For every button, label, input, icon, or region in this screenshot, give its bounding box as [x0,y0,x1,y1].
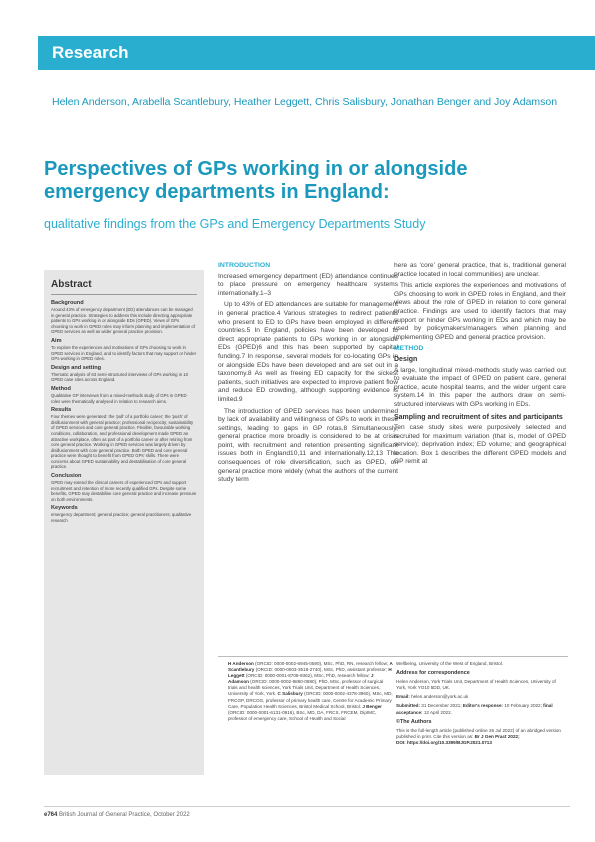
correspondence-heading: Address for correspondence [396,670,470,677]
affiliation-name: C Salisbury [277,691,303,697]
submitted-date: 31 December 2021; [420,703,463,709]
abstract-results: Four themes were generated: the 'pull' of a portfolio career; the 'push' of disillusionment with general practice; professional reciprocity; sustainability of GPED services and core general practice. Flexible, favourable working conditions, collaboration, and professional development made GPED an attractive workplace, often as part of a portfolio career or after retiring from core general practice. Working in GPED services was largely driven by disillusionment with core general practice. Both GPED and core general practice were thought to benefit from GPED GPs' skills. There were concerns about GPED sustainability and destabilisation of core general practice. [51,414,194,470]
acceptance-date: 12 April 2022. [422,709,452,715]
body-paragraph: A large, longitudinal mixed-methods study was carried out to evaluate the impact of GPED on patient care, general practice, acute hospital teams, and the wider urgent care system.14 In this paper the authors draw on semi-structured interviews with GPs working in EDs. [394,366,566,408]
affiliation-name: J Benger [362,703,382,709]
affiliations-divider [218,656,568,657]
journal-name: British Journal of General Practice, October 2022 [59,812,190,818]
affiliation-name: H Anderson [228,661,254,666]
submitted-label: Submitted: [396,703,420,709]
abstract-background: Around 43% of emergency department (ED) attendances can be managed in general practice. Strategies to address this include directing appropriate patients to GPs working in or alongside EDs (GPED). Views of GPs choosing to work in GPED roles may inform planning and implementation of GPED services as well as wider general practice provision. [51,307,196,335]
author-list: Helen Anderson, Arabella Scantlebury, Heather Leggett, Chris Salisbury, Jonathan Benger and Joy Adamson [52,96,558,108]
article-title: Perspectives of GPs working in or alongside emergency departments in England: [44,158,468,203]
abstract-design: Thematic analysis of 63 semi-structured interviews of GPs working in 10 GPED case sites across England. [51,371,189,383]
correspondence-block [396,661,566,749]
body-paragraph: The introduction of GPED services has been undermined by lack of availability and willingness of GPs to work in these settings, leading to gaps in GP rotas.8 Simultaneously, general practice more broadly is considered to be at crisis point, with recruitment and retention presenting significant issues both in England10,11 and internationally.12,13 The consequences of role diversification, such as GPED, on general practice more widely (what the authors of the current study term [218,407,398,484]
abstract-conclusion-heading: Conclusion [51,473,82,480]
affiliation-details: (ORCID: 0000-0003-3518-2740), MSc, PhD, assistant professor; [254,667,389,673]
doi-link[interactable]: DOI: https://doi.org/10.3399/BJGP.2021.0713 [396,739,492,745]
affiliation-details: (ORCID: 0000-0002-4378-3960), MSc, MD, FRCGP, DRCOG, professor of primary health care, Centre for Academic Primary Care, Population Health Sciences, Bristol Medical School, Bristol. [228,691,393,709]
body-paragraph: Ten case study sites were purposively selected and recruited for maximum variation (that is, model of GPED service); deprivation index; ED volume; and geographical location. Box 1 describes the different GPED models and GP remit at [394,424,566,466]
section-banner [38,36,595,70]
abstract-heading: Abstract [51,279,197,295]
author-affiliations [218,656,568,778]
abstract-aim: To explore the experiences and motivations of GPs choosing to work in GPED services in England, and to identify factors that may support or hinder GPs working in GPED roles. [51,344,197,362]
citation: Br J Gen Pract 2022; [474,733,520,739]
body-paragraph: here as 'core' general practice, that is, traditional general practice located in local communities) are unclear. [394,262,566,278]
affiliation-name: H Leggett [228,667,392,679]
response-label: Editor's response: [462,703,504,709]
footer-divider [44,806,570,807]
response-date: 10 February 2022; [503,703,544,709]
abstract-results-heading: Results [51,407,72,414]
body-paragraph: This article explores the experiences and motivations of GPs choosing to work in GPED roles in England, and their views about the role of GPED in relation to core general practice. Findings are used to identify factors that may support or hinder GPs working in EDs and which may be used by policymakers/managers when planning and implementing GPED and general practice provision. [394,282,566,341]
email-label: Email: [396,694,410,700]
affiliation-continued: Wellbeing, University of the West of England, Bristol. [396,661,504,666]
affiliation-details: (ORCID: 0000-0001-6131-0916), BSc, MD, DA, FRCS, FRCEM, DipIMC, professor of emergency care, School of Health and Social [228,709,377,721]
abstract-conclusion: GPED may extend the clinical careers of experienced GPs and support recruitment and retention of more recently qualified GPs. Despite some benefits, GPED may destabilise core general practice and increase pressure on both environments. [51,480,197,502]
abstract-box [44,270,204,775]
body-paragraph: Up to 43% of ED attendances are suitable for management in general practice.4 Various strategies to redirect patients who present to ED to GPs have been employed in different countries.5 In England, policies have been developed to direct appropriate patients to GPs working in or alongside EDs (GPED)6 and this has been supported by capital funding.7 In response, several models for co-locating GPs in or alongside EDs have been developed and are set out in a taxonomy.8 As well as freeing ED capacity for the sickest patients, such initiatives are expected to improve patient flow and reduce ED crowding, although supporting evidence is limited.9 [218,301,398,403]
design-heading: Design [394,355,418,363]
introduction-heading: INTRODUCTION [218,262,271,269]
body-paragraph: Increased emergency department (ED) attendance continues to place pressure on emergency healthcare systems internationally.1–3 [218,272,398,297]
affiliations-list [228,661,393,722]
abstract-design-heading: Design and setting [51,364,102,371]
affiliation-details: (ORCID: 0000-0002-9860-0880), PhD, MSc, professor of surgical trials and health sciences, York Trials Unit, Department of Health Sciences, University of York, York. [228,679,384,697]
sampling-heading: Sampling and recruitment of sites and participants [394,413,563,421]
affiliation-details: (ORCID: 0000-0001-8708-9362), MSc, PhD, research fellow; [244,673,371,679]
abstract-aim-heading: Aim [51,337,62,344]
abstract-background-heading: Background [51,300,84,306]
acceptance-label: final acceptance: [396,703,553,715]
affiliation-name: A Scantlebury [228,661,393,673]
article-subtitle: qualitative findings from the GPs and Emergency Departments Study [44,217,426,231]
body-column-2 [394,262,566,470]
abstract-method-heading: Method [51,385,71,392]
email-address: helen.anderson@york.ac.uk [411,694,469,700]
copyright-notice: ©The Authors [396,718,432,725]
correspondence-address: Helen Anderson, York Trials Unit, Department of Health Sciences, University of York, York YO10 5DD, UK. [396,679,556,691]
abstract-method: Qualitative GP interviews from a mixed-methods study of GPs in GPED roles were thematically analysed in relation to research aims. [51,392,187,404]
affiliation-details: (ORCID: 0000-0002-6945-0590), MSc, PhD, RN, research fellow; [253,661,390,666]
page-footer [44,812,190,818]
affiliation-name: J Adamson [228,673,374,685]
body-column-1 [218,262,398,488]
abstract-keywords: emergency department; general practice; general practitioners; qualitative research [51,512,192,524]
page-number: e764 [44,812,58,818]
method-heading: METHOD [394,345,424,353]
license-text: This is the full-length article (published online 26 Jul 2022) of an abridged version published in print. Cite this version as: [396,727,561,739]
abstract-keywords-heading: Keywords [51,505,78,512]
section-title: Research [52,43,129,62]
